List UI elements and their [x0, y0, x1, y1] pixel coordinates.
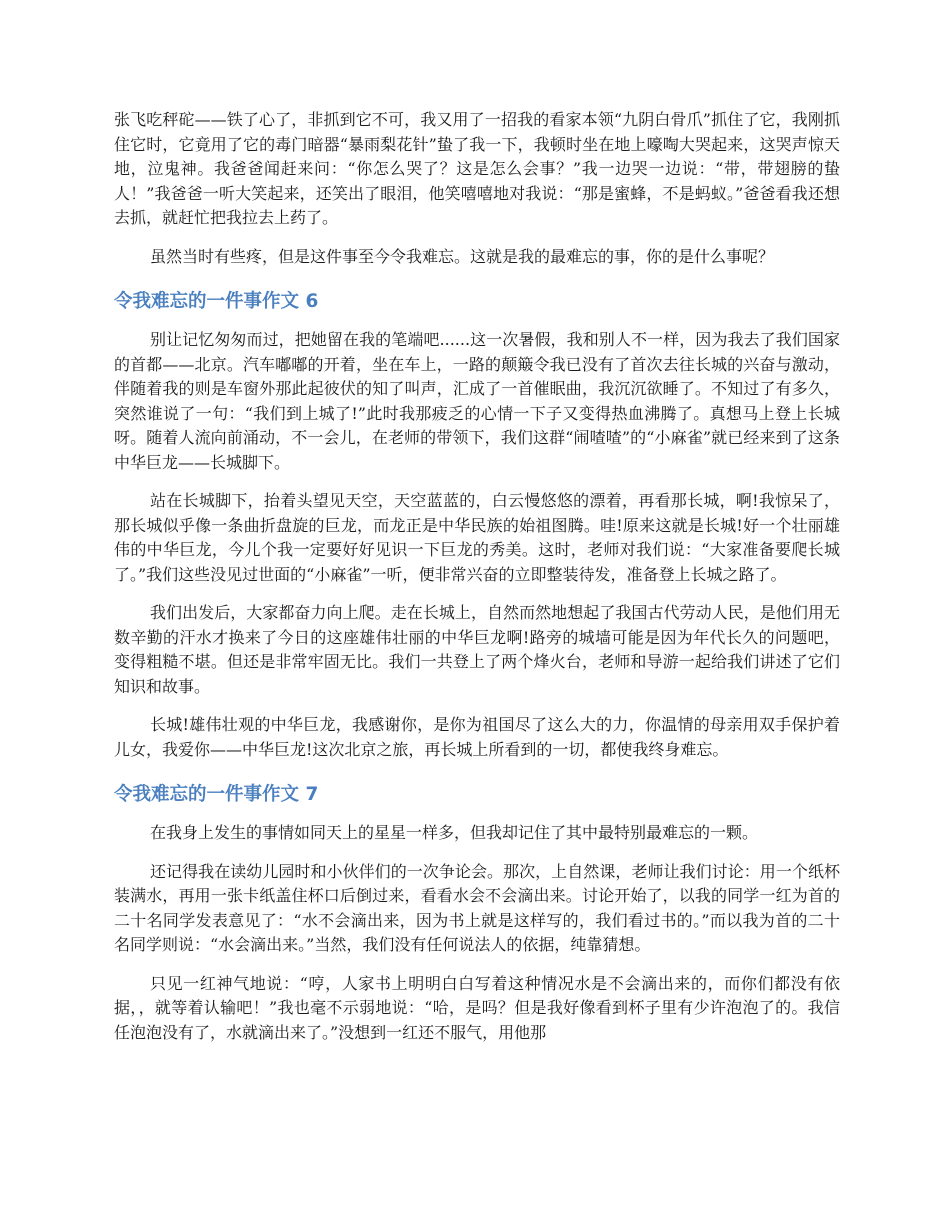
paragraph: 别让记忆匆匆而过，把她留在我的笔端吧......这一次暑假，我和别人不一样，因为我去了我们国家的首都——北京。汽车嘟嘟的开着，坐在车上，一路的颠簸令我已没有了首次去往长城的兴奋与激动，伴随着我的则是车窗外那此起彼伏的知了叫声，汇成了一首催眠曲，我沉沉欲睡了。不知过了有多久，突然谁说了一句：“我们到上城了!”此时我那疲乏的心情一下子又变得热血沸腾了。真想马上登上长城呀。随着人流向前涌动，不一会儿，在老师的带领下，我们这群“闹喳喳”的“小麻雀”就已经来到了这条中华巨龙——长城脚下。 — [114, 330, 840, 472]
paragraph: 站在长城脚下，抬着头望见天空，天空蓝蓝的，白云慢悠悠的漂着，再看那长城，啊!我惊呆了，那长城似乎像一条曲折盘旋的巨龙，而龙正是中华民族的始祖图腾。哇!原来这就是长城!好一个壮丽雄伟的中华巨龙，今儿个我一定要好好见识一下巨龙的秀美。这时，老师对我们说：“大家准备要爬长城了。”我们这些没见过世面的“小麻雀”一听，便非常兴奋的立即整装待发，准备登上长城之路了。 — [114, 491, 840, 584]
section-essay-7 — [114, 782, 840, 1045]
document-page — [114, 108, 840, 1059]
paragraph: 虽然当时有些疼，但是这件事至今令我难忘。这就是我的最难忘的事，你的是什么事呢？ — [150, 246, 775, 266]
paragraph: 张飞吃秤砣——铁了心了，非抓到它不可，我又用了一招我的看家本领“九阴白骨爪”抓住了它，我刚抓住它时，它竟用了它的毒门暗器“暴雨梨花针”蛰了我一下，我顿时坐在地上嚎啕大哭起来，这哭声惊天地，泣鬼神。我爸爸闻赶来问：“你怎么哭了？这是怎么会事？”我一边哭一边说：“带，带翅膀的蛰人！”我爸爸一听大笑起来，还笑出了眼泪，他笑嘻嘻地对我说：“那是蜜蜂，不是蚂蚁。”爸爸看我还想去抓，就赶忙把我拉去上药了。 — [114, 110, 840, 227]
section-heading: 令我难忘的一件事作文 7 — [114, 784, 319, 805]
paragraph: 我们出发后，大家都奋力向上爬。走在长城上，自然而然地想起了我国古代劳动人民，是他们用无数辛勤的汗水才换来了今日的这座雄伟壮丽的中华巨龙啊!路旁的城墙可能是因为年代长久的问题吧，变得粗糙不堪。但还是非常牢固无比。我们一共登上了两个烽火台，老师和导游一起给我们讲述了它们知识和故事。 — [114, 603, 840, 696]
paragraph: 还记得我在读幼儿园时和小伙伴们的一次争论会。那次，上自然课，老师让我们讨论：用一个纸杯装满水，再用一张卡纸盖住杯口后倒过来，看看水会不会滴出来。讨论开始了，以我的同学一红为首的二十名同学发表意见了：“水不会滴出来，因为书上就是这样写的，我们看过书的。”而以我为首的二十名同学则说：“水会滴出来。”当然，我们没有任何说法人的依据，纯靠猜想。 — [114, 861, 840, 954]
paragraph: 只见一红神气地说：“哼，人家书上明明白白写着这种情况水是不会滴出来的，而你们都没有依据，，就等着认输吧！”我也毫不示弱地说：“哈，是吗？但是我好像看到杯子里有少许泡泡了的。我信任泡泡没有了，水就滴出来了。”没想到一红还不服气，用他那 — [114, 973, 840, 1042]
section-essay-6 — [114, 289, 840, 762]
paragraph: 在我身上发生的事情如同天上的星星一样多，但我却记住了其中最特别最难忘的一颗。 — [150, 823, 759, 842]
paragraph: 长城!雄伟壮观的中华巨龙，我感谢你，是你为祖国尽了这么大的力，你温情的母亲用双手保护着儿女，我爱你——中华巨龙!这次北京之旅，再长城上所看到的一切，都使我终身难忘。 — [114, 715, 840, 759]
section-heading: 令我难忘的一件事作文 6 — [114, 291, 319, 312]
